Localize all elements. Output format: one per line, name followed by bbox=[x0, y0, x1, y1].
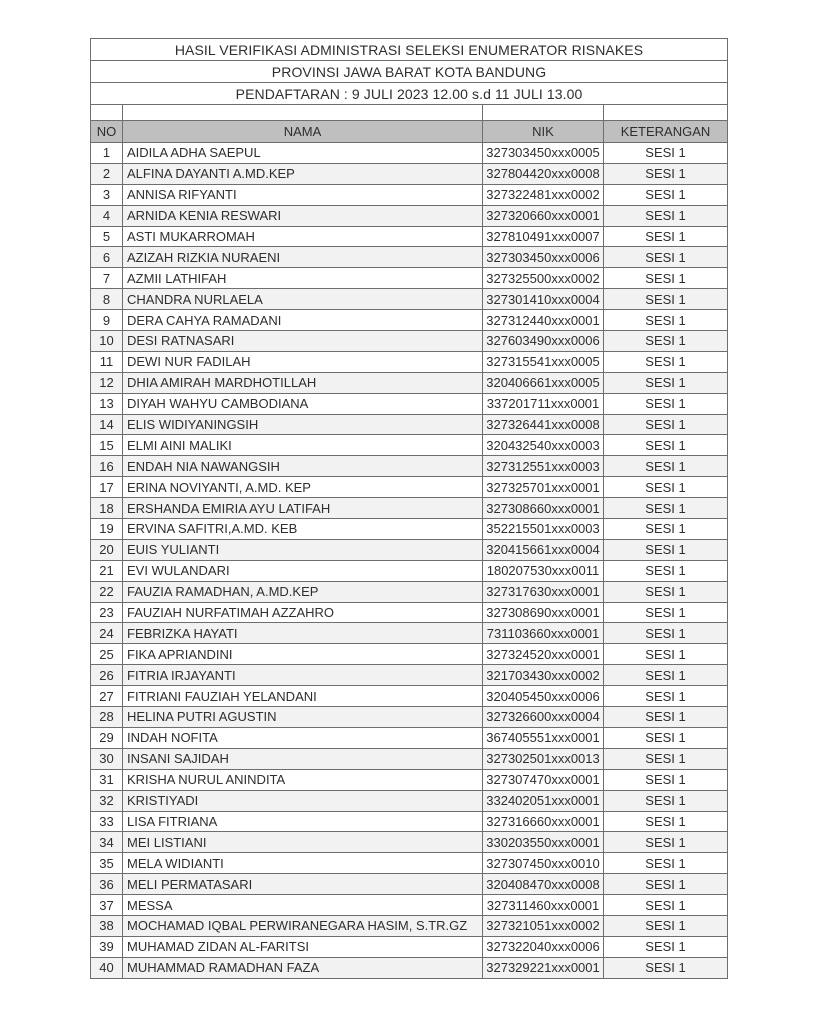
cell-no: 31 bbox=[91, 769, 123, 790]
title-row-3 bbox=[91, 83, 728, 105]
cell-nama: ELMI AINI MALIKI bbox=[123, 435, 483, 456]
title-row-2 bbox=[91, 61, 728, 83]
cell-nik: 320415661xxx0004 bbox=[483, 539, 604, 560]
cell-no: 24 bbox=[91, 623, 123, 644]
cell-keterangan: SESI 1 bbox=[604, 205, 728, 226]
cell-keterangan: SESI 1 bbox=[604, 623, 728, 644]
cell-keterangan: SESI 1 bbox=[604, 163, 728, 184]
table-row bbox=[91, 268, 728, 289]
table-row bbox=[91, 665, 728, 686]
spacer-cell bbox=[123, 105, 483, 121]
table-row bbox=[91, 393, 728, 414]
cell-nama: AZMII LATHIFAH bbox=[123, 268, 483, 289]
cell-nik: 327303450xxx0006 bbox=[483, 247, 604, 268]
cell-keterangan: SESI 1 bbox=[604, 247, 728, 268]
cell-nama: ARNIDA KENIA RESWARI bbox=[123, 205, 483, 226]
cell-nama: KRISHA NURUL ANINDITA bbox=[123, 769, 483, 790]
cell-keterangan: SESI 1 bbox=[604, 539, 728, 560]
cell-keterangan: SESI 1 bbox=[604, 226, 728, 247]
cell-nik: 327308690xxx0001 bbox=[483, 602, 604, 623]
cell-keterangan: SESI 1 bbox=[604, 832, 728, 853]
cell-keterangan: SESI 1 bbox=[604, 727, 728, 748]
cell-nama: EVI WULANDARI bbox=[123, 560, 483, 581]
cell-keterangan: SESI 1 bbox=[604, 707, 728, 728]
cell-keterangan: SESI 1 bbox=[604, 184, 728, 205]
cell-keterangan: SESI 1 bbox=[604, 748, 728, 769]
cell-nik: 332402051xxx0001 bbox=[483, 790, 604, 811]
table-row bbox=[91, 519, 728, 540]
cell-nama: FIKA APRIANDINI bbox=[123, 644, 483, 665]
cell-nama: HELINA PUTRI AGUSTIN bbox=[123, 707, 483, 728]
cell-nik: 327325701xxx0001 bbox=[483, 477, 604, 498]
table-row bbox=[91, 539, 728, 560]
cell-nik: 327311460xxx0001 bbox=[483, 895, 604, 916]
cell-nik: 327320660xxx0001 bbox=[483, 205, 604, 226]
table-row bbox=[91, 811, 728, 832]
document-subtitle-region: PROVINSI JAWA BARAT KOTA BANDUNG bbox=[91, 61, 728, 83]
spacer-row bbox=[91, 105, 728, 121]
col-header-nama: NAMA bbox=[123, 121, 483, 143]
cell-nik: 327321051xxx0002 bbox=[483, 915, 604, 936]
cell-no: 18 bbox=[91, 498, 123, 519]
cell-no: 14 bbox=[91, 414, 123, 435]
cell-nik: 320405450xxx0006 bbox=[483, 686, 604, 707]
cell-keterangan: SESI 1 bbox=[604, 769, 728, 790]
result-table bbox=[90, 38, 728, 979]
cell-no: 34 bbox=[91, 832, 123, 853]
cell-nama: AZIZAH RIZKIA NURAENI bbox=[123, 247, 483, 268]
table-row bbox=[91, 435, 728, 456]
cell-no: 21 bbox=[91, 560, 123, 581]
cell-nama: DERA CAHYA RAMADANI bbox=[123, 310, 483, 331]
cell-no: 7 bbox=[91, 268, 123, 289]
cell-keterangan: SESI 1 bbox=[604, 519, 728, 540]
cell-nama: ERVINA SAFITRI,A.MD. KEB bbox=[123, 519, 483, 540]
cell-no: 12 bbox=[91, 372, 123, 393]
cell-nik: 320432540xxx0003 bbox=[483, 435, 604, 456]
cell-keterangan: SESI 1 bbox=[604, 790, 728, 811]
cell-nama: ERINA NOVIYANTI, A.MD. KEP bbox=[123, 477, 483, 498]
cell-no: 11 bbox=[91, 351, 123, 372]
cell-no: 20 bbox=[91, 539, 123, 560]
cell-nik: 327804420xxx0008 bbox=[483, 163, 604, 184]
cell-no: 9 bbox=[91, 310, 123, 331]
cell-no: 4 bbox=[91, 205, 123, 226]
col-header-keterangan: KETERANGAN bbox=[604, 121, 728, 143]
cell-nama: ASTI MUKARROMAH bbox=[123, 226, 483, 247]
table-row bbox=[91, 727, 728, 748]
cell-keterangan: SESI 1 bbox=[604, 811, 728, 832]
table-row bbox=[91, 351, 728, 372]
cell-no: 32 bbox=[91, 790, 123, 811]
cell-no: 8 bbox=[91, 289, 123, 310]
cell-keterangan: SESI 1 bbox=[604, 895, 728, 916]
cell-nama: MUHAMAD ZIDAN AL-FARITSI bbox=[123, 936, 483, 957]
cell-keterangan: SESI 1 bbox=[604, 644, 728, 665]
table-row bbox=[91, 143, 728, 164]
table-row bbox=[91, 623, 728, 644]
cell-nama: ANNISA RIFYANTI bbox=[123, 184, 483, 205]
cell-nik: 320408470xxx0008 bbox=[483, 874, 604, 895]
cell-no: 29 bbox=[91, 727, 123, 748]
cell-nama: AIDILA ADHA SAEPUL bbox=[123, 143, 483, 164]
column-header-row bbox=[91, 121, 728, 143]
spacer-cell bbox=[483, 105, 604, 121]
cell-keterangan: SESI 1 bbox=[604, 560, 728, 581]
table-row bbox=[91, 707, 728, 728]
cell-nik: 327324520xxx0001 bbox=[483, 644, 604, 665]
cell-nama: ENDAH NIA NAWANGSIH bbox=[123, 456, 483, 477]
cell-nik: 731103660xxx0001 bbox=[483, 623, 604, 644]
cell-nik: 352215501xxx0003 bbox=[483, 519, 604, 540]
table-row bbox=[91, 895, 728, 916]
cell-no: 15 bbox=[91, 435, 123, 456]
table-row bbox=[91, 498, 728, 519]
cell-nama: KRISTIYADI bbox=[123, 790, 483, 811]
cell-nama: DHIA AMIRAH MARDHOTILLAH bbox=[123, 372, 483, 393]
cell-nama: FEBRIZKA HAYATI bbox=[123, 623, 483, 644]
cell-nama: MOCHAMAD IQBAL PERWIRANEGARA HASIM, S.TR.GZ bbox=[123, 915, 483, 936]
cell-no: 33 bbox=[91, 811, 123, 832]
cell-nama: DESI RATNASARI bbox=[123, 331, 483, 352]
table-row bbox=[91, 205, 728, 226]
cell-no: 28 bbox=[91, 707, 123, 728]
table-row bbox=[91, 331, 728, 352]
cell-keterangan: SESI 1 bbox=[604, 498, 728, 519]
cell-no: 22 bbox=[91, 581, 123, 602]
cell-nama: LISA FITRIANA bbox=[123, 811, 483, 832]
cell-nama: MELI PERMATASARI bbox=[123, 874, 483, 895]
verification-document bbox=[90, 38, 728, 979]
document-title: HASIL VERIFIKASI ADMINISTRASI SELEKSI ENUMERATOR RISNAKES bbox=[91, 39, 728, 61]
table-row bbox=[91, 644, 728, 665]
cell-keterangan: SESI 1 bbox=[604, 915, 728, 936]
cell-nik: 327307450xxx0010 bbox=[483, 853, 604, 874]
table-row bbox=[91, 581, 728, 602]
table-row bbox=[91, 832, 728, 853]
cell-no: 36 bbox=[91, 874, 123, 895]
cell-keterangan: SESI 1 bbox=[604, 686, 728, 707]
cell-nik: 327301410xxx0004 bbox=[483, 289, 604, 310]
table-row bbox=[91, 915, 728, 936]
table-row bbox=[91, 372, 728, 393]
cell-no: 17 bbox=[91, 477, 123, 498]
title-row-1 bbox=[91, 39, 728, 61]
table-row bbox=[91, 853, 728, 874]
cell-keterangan: SESI 1 bbox=[604, 936, 728, 957]
cell-keterangan: SESI 1 bbox=[604, 351, 728, 372]
cell-nama: EUIS YULIANTI bbox=[123, 539, 483, 560]
cell-no: 3 bbox=[91, 184, 123, 205]
cell-keterangan: SESI 1 bbox=[604, 477, 728, 498]
table-row bbox=[91, 874, 728, 895]
cell-nik: 337201711xxx0001 bbox=[483, 393, 604, 414]
cell-no: 6 bbox=[91, 247, 123, 268]
cell-keterangan: SESI 1 bbox=[604, 310, 728, 331]
cell-nik: 327322040xxx0006 bbox=[483, 936, 604, 957]
cell-nik: 327326441xxx0008 bbox=[483, 414, 604, 435]
cell-no: 38 bbox=[91, 915, 123, 936]
cell-no: 5 bbox=[91, 226, 123, 247]
cell-nik: 367405551xxx0001 bbox=[483, 727, 604, 748]
cell-nama: FAUZIAH NURFATIMAH AZZAHRO bbox=[123, 602, 483, 623]
cell-keterangan: SESI 1 bbox=[604, 853, 728, 874]
cell-keterangan: SESI 1 bbox=[604, 331, 728, 352]
cell-nik: 180207530xxx0011 bbox=[483, 560, 604, 581]
cell-nama: INDAH NOFITA bbox=[123, 727, 483, 748]
cell-keterangan: SESI 1 bbox=[604, 602, 728, 623]
table-row bbox=[91, 247, 728, 268]
table-row bbox=[91, 310, 728, 331]
cell-nik: 327810491xxx0007 bbox=[483, 226, 604, 247]
cell-no: 25 bbox=[91, 644, 123, 665]
cell-nik: 327308660xxx0001 bbox=[483, 498, 604, 519]
cell-nama: CHANDRA NURLAELA bbox=[123, 289, 483, 310]
cell-nama: FITRIA IRJAYANTI bbox=[123, 665, 483, 686]
col-header-nik: NIK bbox=[483, 121, 604, 143]
table-row bbox=[91, 957, 728, 978]
cell-nik: 321703430xxx0002 bbox=[483, 665, 604, 686]
cell-nik: 327302501xxx0013 bbox=[483, 748, 604, 769]
cell-nik: 320406661xxx0005 bbox=[483, 372, 604, 393]
spacer-cell bbox=[91, 105, 123, 121]
table-row bbox=[91, 602, 728, 623]
table-row bbox=[91, 289, 728, 310]
spacer-cell bbox=[604, 105, 728, 121]
table-row bbox=[91, 686, 728, 707]
cell-nik: 327326600xxx0004 bbox=[483, 707, 604, 728]
table-row bbox=[91, 936, 728, 957]
cell-no: 40 bbox=[91, 957, 123, 978]
cell-no: 23 bbox=[91, 602, 123, 623]
cell-no: 26 bbox=[91, 665, 123, 686]
cell-nama: ERSHANDA EMIRIA AYU LATIFAH bbox=[123, 498, 483, 519]
table-row bbox=[91, 226, 728, 247]
cell-nama: MELA WIDIANTI bbox=[123, 853, 483, 874]
table-body bbox=[91, 143, 728, 979]
cell-no: 39 bbox=[91, 936, 123, 957]
cell-no: 1 bbox=[91, 143, 123, 164]
cell-nama: INSANI SAJIDAH bbox=[123, 748, 483, 769]
table-row bbox=[91, 163, 728, 184]
cell-keterangan: SESI 1 bbox=[604, 268, 728, 289]
cell-no: 16 bbox=[91, 456, 123, 477]
cell-keterangan: SESI 1 bbox=[604, 289, 728, 310]
cell-nama: ALFINA DAYANTI A.MD.KEP bbox=[123, 163, 483, 184]
cell-nama: FAUZIA RAMADHAN, A.MD.KEP bbox=[123, 581, 483, 602]
cell-no: 27 bbox=[91, 686, 123, 707]
cell-keterangan: SESI 1 bbox=[604, 581, 728, 602]
table-row bbox=[91, 748, 728, 769]
cell-keterangan: SESI 1 bbox=[604, 665, 728, 686]
table-row bbox=[91, 769, 728, 790]
cell-nik: 327315541xxx0005 bbox=[483, 351, 604, 372]
cell-keterangan: SESI 1 bbox=[604, 393, 728, 414]
cell-nik: 327603490xxx0006 bbox=[483, 331, 604, 352]
cell-nik: 327317630xxx0001 bbox=[483, 581, 604, 602]
cell-nama: DIYAH WAHYU CAMBODIANA bbox=[123, 393, 483, 414]
cell-nik: 327312440xxx0001 bbox=[483, 310, 604, 331]
cell-nama: MESSA bbox=[123, 895, 483, 916]
cell-no: 10 bbox=[91, 331, 123, 352]
cell-nama: MUHAMMAD RAMADHAN FAZA bbox=[123, 957, 483, 978]
cell-nik: 327312551xxx0003 bbox=[483, 456, 604, 477]
cell-nik: 330203550xxx0001 bbox=[483, 832, 604, 853]
cell-nama: DEWI NUR FADILAH bbox=[123, 351, 483, 372]
cell-keterangan: SESI 1 bbox=[604, 372, 728, 393]
cell-keterangan: SESI 1 bbox=[604, 435, 728, 456]
cell-keterangan: SESI 1 bbox=[604, 874, 728, 895]
cell-no: 2 bbox=[91, 163, 123, 184]
cell-nik: 327322481xxx0002 bbox=[483, 184, 604, 205]
cell-nik: 327325500xxx0002 bbox=[483, 268, 604, 289]
cell-nik: 327307470xxx0001 bbox=[483, 769, 604, 790]
table-row bbox=[91, 456, 728, 477]
cell-keterangan: SESI 1 bbox=[604, 143, 728, 164]
cell-no: 13 bbox=[91, 393, 123, 414]
table-row bbox=[91, 790, 728, 811]
cell-keterangan: SESI 1 bbox=[604, 414, 728, 435]
cell-nik: 327303450xxx0005 bbox=[483, 143, 604, 164]
table-row bbox=[91, 414, 728, 435]
cell-keterangan: SESI 1 bbox=[604, 456, 728, 477]
cell-nama: ELIS WIDIYANINGSIH bbox=[123, 414, 483, 435]
table-row bbox=[91, 184, 728, 205]
cell-nama: FITRIANI FAUZIAH YELANDANI bbox=[123, 686, 483, 707]
cell-no: 37 bbox=[91, 895, 123, 916]
col-header-no: NO bbox=[91, 121, 123, 143]
cell-nik: 327329221xxx0001 bbox=[483, 957, 604, 978]
cell-nik: 327316660xxx0001 bbox=[483, 811, 604, 832]
document-subtitle-registration: PENDAFTARAN : 9 JULI 2023 12.00 s.d 11 JULI 13.00 bbox=[91, 83, 728, 105]
cell-no: 30 bbox=[91, 748, 123, 769]
cell-keterangan: SESI 1 bbox=[604, 957, 728, 978]
cell-no: 19 bbox=[91, 519, 123, 540]
cell-no: 35 bbox=[91, 853, 123, 874]
table-row bbox=[91, 477, 728, 498]
cell-nama: MEI LISTIANI bbox=[123, 832, 483, 853]
table-row bbox=[91, 560, 728, 581]
